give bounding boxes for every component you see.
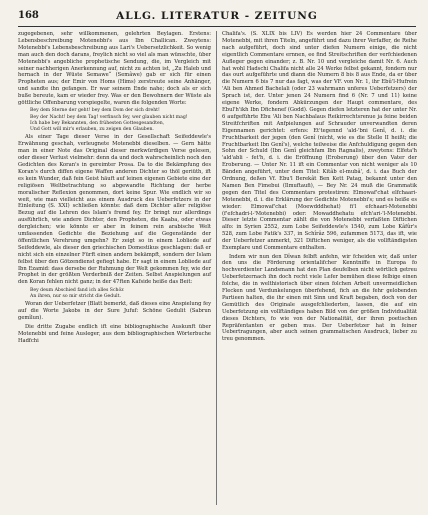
verse-line: Bey deum Abschied fand ich alles Schöz [30, 287, 124, 293]
paragraph: Indem wir nun den Dîwan felbft anfehn, wir fcheiden wir, daß unter den uns die Förderung orientalifcher Kenntniffe in Europa fo hochverdienter Landsmann hat den Plan deufelben nicht wörtlich getreu Ueberfetzernach ihn doch recht viele Lefer bemühen diese felbige einen folche, die in welthistorisch über einen folchen Arbeit unvermeidlichen Flecken und Verdunkelungen überfehend, fich an die fehr gelobenden Partieen halten, die ihr einen mit Sinn und Kraft begaben, doch von der Gemütlich des Originale ausgefchliederten, lassen, die auf ein Ueberfetzung ein vollftändiges haben Bild von der größen Individualität dieses Dichters, fo wie von der Nationalität, der ihren poetischen Repräfentanten er geben mus. Der Ueberfetzer hat in feiner Uebertragungen, aber auch seinen grammatischen Ausdruck, lieber zu treu genommen. [222, 253, 417, 343]
paragraph: Chalifa's. (S. XLIX bis LIV) Es werden hier 24 Commentare über Motenebbi, mit ihren Titeln, angeführt und dazu ihrer Verfaffer, de Reihe nach aufgeführt, doch sind unter diefen Numern einige, die nicht eigentlich Commentare ernnen, ee find Streitschriften der verfchiedenen Aufleger gegen einander; z. B. Nr. 10 und vergleiche damit Nr. 6. Auch hat wohl Hadschi Chalifa nicht alle 24 Werke felbst gekannt, fondern nur das ourt aufgeführte und diann die Numern 8 bis 8 aus Ende, da er über die Numern 6 bis 7 nur das fagt, was der VF. von Nr. 1, ihr Ebû'l-Hufrein 'Ali ben Ahmed Bachelali (oder 23 wahrmann unferes Ueberfetzers) der Sprach ist, der. Unter jenen 24 Numern find 6 (Nr. 7 und 11) keine eigene Werke, fondern Abkürzungen der Haupt commentare, des Ebul'h'ikh Ibn Dfichenef (Godd). Gegen diefen letzteren hat der unter Nr. 6 aufgeführte Ebu 'Ali ben Nachbalaus Reikirrechtsrenue ja feine beiden Streitfchriften mit Anfpielungen auf Schrauder unverwandten deren Eigennamen gerichtet: erfens: Et'tegennd 'ald-'bni Genî, d. i. die Fruchtbarkeit der jegen (den Genî (nicht, wie es die Stelle II heißt; die Fruchtbarkeit Ibn Genî's), welche teilweise die Anfchuldigung gegen den Sohn der Schuld (Ibn Genî gleichfam Ibn Ragnalis), zweytens: Elfeta'h 'ald'abli - fet'h, d. i. die Eröffnung (Eroberung) über den Vater der Eroberung. — Unter Nr. 11 ift ein Commentar von nicht weniger als 10 Bänden angeführt, unter dem Titel: Kitâb el-mubâ', d. i. das Buch der Ordnung, deßen Vf. Ebu'l Berekât Ben Kett Patag, bekannt unter den Namen Ben Fimebui (Ilmuftaufi), — Bey Nr. 24 muß die Grammatik gegen den Titel des Commentars protestiren: Elmowaf'chat elfchaari-Motenebbi, d. i. die Erklärung der Gedichte Motenebbi's; und es heiße es wieder: Elmowaf'chat (Moewdddhehat) fi'l efchaari-Motenebbi (f'efchadri-l-'Motenebbi) oder: Mowaddhehatu efch'ari-'l-Motenebbi. Dieser letzte Commentar zählt die von Motenebbi verfaßten Diftichen alfo: in Syrien 2552, zum Lobe Seifeddewle's 1540, zum Lobe Kâfûr's 528, zum Lobe Fatik's 337, in Schîrâz 596, zufammen 5173, das ift, wie der Ueberfetzer anmerkt, 321 Diftichen weniger, als die vollftändigsten Exemplare und Commentare enthalten. [222, 31, 417, 252]
column-divider [216, 31, 217, 505]
right-column [222, 31, 417, 345]
journal-title: ALLG. LITERATUR - ZEITUNG [116, 10, 318, 22]
paragraph: Woran der Ueberfetzer (Blatt bemerkt, daß dieses eine Anspielung fey auf die Worte Jakobs in der Sure Jufuf: Schöne Gedulit (Sabrun gemîlun). [18, 301, 211, 322]
verse-quotation [30, 288, 211, 300]
verse-line: Ich habe bey Bekannten, den frühesten Gottesgesandten, [30, 120, 165, 126]
verse-line: Bey der Nacht! bey dem Tag! verfinsch fey, wer glauben nicht mag! [30, 114, 188, 120]
page-number: 168 [18, 10, 39, 21]
paragraph: zugegebenen, sehr willkommenen, gelehrten Beylagen. Erstens: Lebensbeschreibung Motenebbi's aus Ibn Challican. Zweytens: Motenebbi's Lebensbeschreibung aus Lari's Uebersetzlichkeit. So wenig man auch den doch darans, freylich nicht so viel als man wünschte, über Motenebbi's angebliche prophetische Sendung, die, im Vergleich mit seiner nachherigen Anerkennung auf, nicht zu achten ist, „Zu Haleb und hernach in der Wüste Semawe“ (Semâwe) gab er sich für einen Propheten aus; der Emir von Homs (Hims) zerstreute seine Anhänger, und sandte ihn gefangen. Er war seinem Ende nahe; doch als er sich buße bereute, kam er wieder frey. Was er den Bewohnern der Wüste als göttliche Offenbarung vorspiegelte, waren die folgenden Worte: [18, 31, 211, 107]
paragraph: Die dritte Zugabe endlich ift eine bibliographische Auskunft über Motenebbi und feine Ausleger, aus dem bibliographischen Wörterbuche Hadfchi [18, 323, 211, 344]
verse-quotation [30, 108, 211, 132]
verse-line: Bey dem Sterne der geht! bey dem Dom der sich dreht! [30, 108, 160, 114]
verse-line: Und Gott will mir's erlauben, zu zeigen den Glauben. [30, 126, 154, 132]
verse-line: An ihren, nur so mir stricht die Gedult. [30, 293, 121, 299]
left-column [18, 31, 211, 346]
paragraph: Als einer Tage dieser Verse in der Gesellschaft Seifeddewle's Erwähnung geschah, verleugnete Motenebbi dieselben. — Gern hätte man in einer Note das Original dieser merkwürdigen Verse gelesen, oder dieser Verlust vielmehr: denn da und doch wahrscheinlich noch den Gedichten des Koran's in gereimter Prosa. Da to die Bekämpfung des Koran's durch diffen eigene Waffen anderen Dichter so thöl geriüth, ift es kein Wunder, daß fein Geist häuft auf leinen eigenen Gebiete eine der religiösen Weltbetrachtung so abgewandte Richtung der herbe moralischer Reflexion genommen, dort keine Spur. Wie endlich wir so weit, wie man vielleicht aus einem Ausdruck des Ueberfetzers in der Einleitung (S. XXI) schließen könnte: daß dem Dichter aller religiöse Bezug auf die Lehren des Islam's fremd fey. Er bringt nur allerdings ausführlich, wie andere Dichter, den Propheten, die Kaaba, oder etwas dergleichen; wie könnte er aber in feinem rein arabische Welt umfassenden Gedichte die Beziehung auf die Gegenstände der öffentlichen Verehrung umgehn? Er zeigt so in einem Lobliede auf Seifeddewle, als dieser den griechischen Domestikus geschlagen: daß er nicht sich ein einzelner Fürft einen andern bekämpft, sondern der Islam felbst über den Götzendienst gefiegt habe. Er sagt in einem Lobliede auf Ibn Ezamid: dass dersebe der Ruhmung der Welt gekommen fey, wie der Prophet in der größten Verderbniß der Zeiten. Selbst Anspielungen auf den Koran fehlen nicht ganz; in der 47ften Kafside heiße das Beit: [18, 134, 211, 286]
header-rule [18, 26, 416, 27]
page-header [18, 10, 416, 24]
